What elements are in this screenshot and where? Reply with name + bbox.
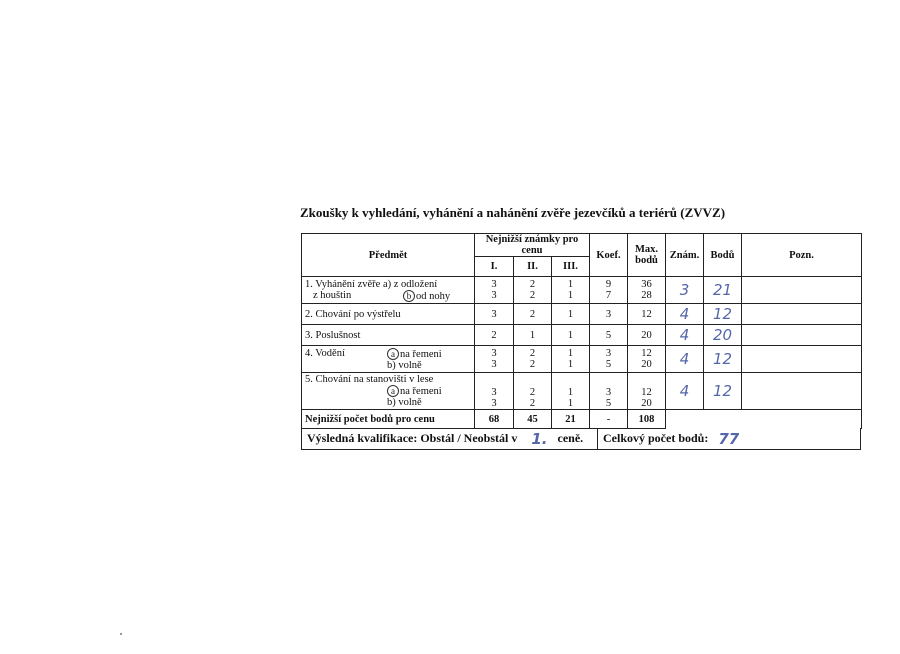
- row1-line2b: [383, 290, 450, 302]
- row5-line2-text: na řemeni: [400, 386, 442, 397]
- handwritten-bodu: 12: [704, 373, 742, 410]
- handwritten-bodu: 21: [704, 277, 742, 304]
- header-max: Max. bodů: [628, 234, 666, 277]
- cell: 1: [514, 325, 552, 346]
- header-nejnizsi: Nejnižší známky pro cenu: [475, 234, 590, 257]
- table-row: [302, 346, 862, 373]
- handwritten-znam: 4: [666, 304, 704, 325]
- cell: 12: [641, 387, 652, 398]
- total-I: 68: [475, 410, 514, 429]
- row3-subject: 3. Poslušnost: [302, 325, 475, 346]
- cell: 20: [628, 325, 666, 346]
- total-row: [302, 410, 862, 429]
- handwritten-bodu: 12: [704, 346, 742, 373]
- cell: 12: [628, 304, 666, 325]
- celkovy-box: [598, 428, 860, 449]
- kvalifikace-suffix: ceně.: [557, 431, 584, 445]
- kvalifikace-label: Výsledná kvalifikace: Obstál / Neobstál v: [307, 431, 518, 445]
- cell: 3: [491, 387, 497, 398]
- row4-line2: b) volně: [387, 359, 422, 371]
- row5-line2: [305, 385, 474, 397]
- pozn-cell: [742, 304, 862, 325]
- cell: 3: [605, 387, 612, 398]
- row1-line2b-text: od nohy: [416, 290, 451, 302]
- celkovy-value: 77: [718, 429, 740, 448]
- table-row: [302, 373, 862, 410]
- cell: 7: [605, 290, 612, 301]
- cell: 3: [491, 398, 497, 409]
- table-row: [302, 277, 862, 304]
- cell: 3: [590, 304, 628, 325]
- cell: 3: [491, 359, 497, 370]
- cell: 2: [529, 348, 536, 359]
- pozn-cell: [742, 346, 862, 373]
- cell: 3: [491, 279, 497, 290]
- table-row: [302, 325, 862, 346]
- row4-line1b-text: na řemeni: [400, 348, 442, 360]
- circled-letter: a: [387, 348, 399, 360]
- cell: 3: [475, 304, 514, 325]
- header-col-II: II.: [514, 257, 552, 277]
- cell: 2: [529, 290, 536, 301]
- cell: 5: [605, 359, 612, 370]
- handwritten-bodu: 12: [704, 304, 742, 325]
- cell: 20: [641, 398, 652, 409]
- cell: 2: [529, 398, 536, 409]
- row1-subject: [302, 277, 475, 304]
- celkovy-label: Celkový počet bodů:: [603, 431, 709, 445]
- cell: 2: [529, 359, 536, 370]
- cell: 3: [491, 348, 497, 359]
- header-znam: Znám.: [666, 234, 704, 277]
- total-koef: -: [590, 410, 628, 429]
- header-col-I: I.: [475, 257, 514, 277]
- footer-row: [301, 428, 861, 450]
- cell: 12: [641, 348, 652, 359]
- page-title: Zkoušky k vyhledání, vyhánění a nahánění zvěře jezevčíků a teriérů (ZVVZ): [300, 205, 726, 220]
- header-col-III: III.: [552, 257, 590, 277]
- cell: 1: [567, 348, 574, 359]
- table-row: [302, 304, 862, 325]
- row4-line1b: [387, 348, 442, 360]
- handwritten-znam: 4: [666, 346, 704, 373]
- row1-line2: [305, 290, 474, 302]
- cell: 3: [491, 290, 497, 301]
- cell: 5: [605, 398, 612, 409]
- scan-speck: [120, 633, 122, 635]
- cell: 9: [605, 279, 612, 290]
- total-II: 45: [514, 410, 552, 429]
- handwritten-znam: 3: [666, 277, 704, 304]
- cell: 1: [567, 387, 574, 398]
- row5-subject: [302, 373, 475, 410]
- total-empty: [666, 410, 862, 429]
- row2-subject: 2. Chování po výstřelu: [302, 304, 475, 325]
- header-pozn: Pozn.: [742, 234, 862, 277]
- row4-subject: [302, 346, 475, 373]
- cell: 1: [567, 398, 574, 409]
- row4-line1a: 4. Vodění: [305, 347, 345, 359]
- total-label: Nejnižší počet bodů pro cenu: [302, 410, 475, 429]
- circled-letter: b: [403, 290, 415, 302]
- handwritten-bodu: 20: [704, 325, 742, 346]
- cell: 20: [641, 359, 652, 370]
- row4-line1: [305, 348, 474, 360]
- row5-line3: b) volně: [387, 397, 422, 408]
- handwritten-znam: 4: [666, 325, 704, 346]
- cell: 2: [514, 304, 552, 325]
- cell: 5: [590, 325, 628, 346]
- cell: 1: [552, 304, 590, 325]
- row1-line1: 1. Vyhánění zvěře a) z odložení: [305, 278, 438, 290]
- cell: 28: [641, 290, 652, 301]
- header-bodu: Bodů: [704, 234, 742, 277]
- cell: 3: [605, 348, 612, 359]
- total-III: 21: [552, 410, 590, 429]
- pozn-cell: [742, 325, 862, 346]
- handwritten-znam: 4: [666, 373, 704, 410]
- cell: 1: [567, 290, 574, 301]
- pozn-cell: [742, 277, 862, 304]
- kvalifikace-value: 1.: [531, 429, 548, 448]
- header-predmet: Předmět: [302, 234, 475, 277]
- row1-line2a: z houštin: [313, 289, 352, 301]
- cell: 36: [641, 279, 652, 290]
- total-max: 108: [628, 410, 666, 429]
- cell: 2: [529, 387, 536, 398]
- cell: 1: [567, 279, 574, 290]
- pozn-cell: [742, 373, 862, 410]
- cell: 2: [529, 279, 536, 290]
- row5-line1: 5. Chování na stanovišti v lese: [305, 374, 434, 385]
- score-table: [301, 233, 862, 429]
- circled-letter: a: [387, 385, 399, 397]
- cell: 2: [475, 325, 514, 346]
- cell: 1: [552, 325, 590, 346]
- header-koef: Koef.: [590, 234, 628, 277]
- kvalifikace-box: [302, 428, 598, 449]
- cell: 1: [567, 359, 574, 370]
